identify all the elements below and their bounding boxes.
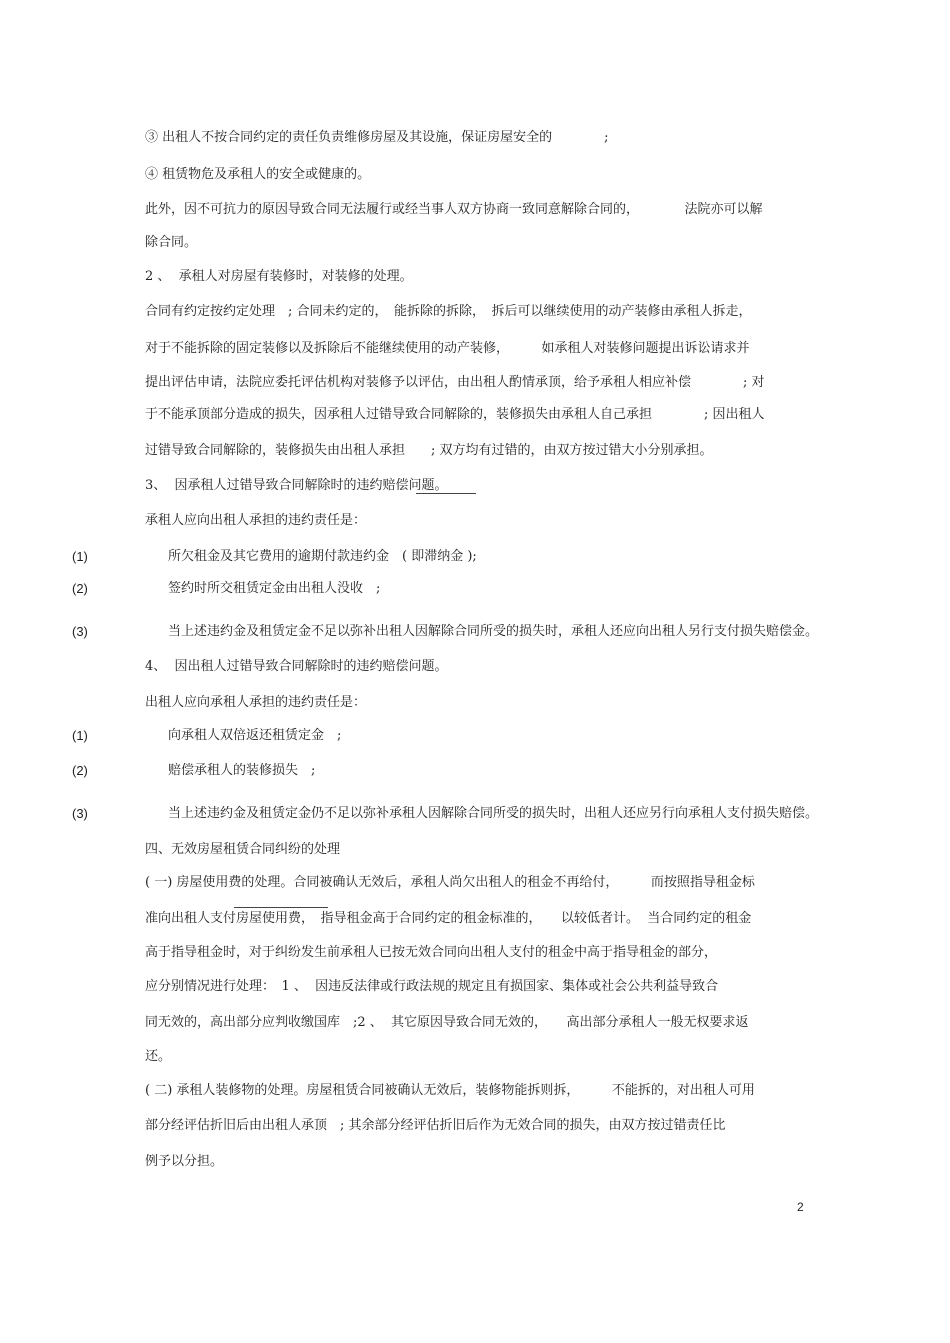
list-number: (3) <box>72 624 88 639</box>
paragraph-line: ( 二) 承租人装修物的处理。房屋租赁合同被确认无效后，装修物能拆则拆， 不能拆的，对出租人可用 <box>145 1083 755 1098</box>
paragraph-line: 高于指导租金时，对于纠纷发生前承租人已按无效合同向出租人支付的租金中高于指导租金的部分， <box>145 945 718 960</box>
paragraph-line: 对于不能拆除的固定装修以及拆除后不能继续使用的动产装修， 如承租人对装修问题提出诉讼请求并 <box>145 341 750 356</box>
list-number: (1) <box>72 549 88 564</box>
paragraph-line: 于不能承顶部分造成的损失，因承租人过错导致合同解除的，装修损失由承租人自己承担 ; 因出租人 <box>145 407 765 422</box>
paragraph-line: 过错导致合同解除的，装修损失由出租人承担 ; 双方均有过错的，由双方按过错大小分别承担。 <box>145 443 713 458</box>
section-heading: 2 、 承租人对房屋有装修时，对装修的处理。 <box>145 269 413 284</box>
paragraph-line: ④ 租赁物危及承租人的安全或健康的。 <box>145 167 371 182</box>
section-heading: 四、无效房屋租赁合同纠纷的处理 <box>145 842 341 857</box>
paragraph-line: 还。 <box>145 1049 172 1064</box>
paragraph-line: 合同有约定按约定处理 ; 合同未约定的， 能拆除的拆除， 拆后可以继续使用的动产装修由承租人拆走， <box>145 304 752 319</box>
underline-rule <box>416 493 476 494</box>
list-item: 签约时所交租赁定金由出租人没收 ; <box>168 581 381 596</box>
section-heading: 3、 因承租人过错导致合同解除时的违约赔偿问题。 <box>145 478 448 493</box>
paragraph-line: ( 一) 房屋使用费的处理。合同被确认无效后，承租人尚欠出租人的租金不再给付， 而按照指导租金标 <box>145 875 755 890</box>
paragraph-line: 此外，因不可抗力的原因导致合同无法履行或经当事人双方协商一致同意解除合同的， 法院亦可以解 <box>145 202 763 217</box>
paragraph-line: ③ 出租人不按合同约定的责任负责维修房屋及其设施，保证房屋安全的 ; <box>145 130 609 145</box>
list-number: (2) <box>72 763 88 778</box>
paragraph-line: 除合同。 <box>145 235 198 250</box>
list-item: 所欠租金及其它费用的逾期付款违约金 ( 即滞纳金 ); <box>168 549 477 564</box>
list-item: 向承租人双倍返还租赁定金 ; <box>168 728 342 743</box>
paragraph-line: 应分别情况进行处理： 1 、 因违反法律或行政法规的规定且有损国家、集体或社会公共利益导致合 <box>145 979 719 994</box>
list-item: 当上述违约金及租赁定金仍不足以弥补承租人因解除合同所受的损失时，出租人还应另行向承租人支付损失赔偿。 <box>168 806 819 821</box>
list-item: 当上述违约金及租赁定金不足以弥补出租人因解除合同所受的损失时，承租人还应向出租人另行支付损失赔偿金。 <box>168 624 819 639</box>
section-heading: 4、 因出租人过错导致合同解除时的违约赔偿问题。 <box>145 659 448 674</box>
paragraph-line: 部分经评估折旧后由出租人承顶 ; 其余部分经评估折旧后作为无效合同的损失，由双方按过错责任比 <box>145 1118 726 1133</box>
underline-rule <box>234 907 328 908</box>
list-number: (2) <box>72 581 88 596</box>
paragraph-line: 例予以分担。 <box>145 1154 224 1169</box>
list-item: 赔偿承租人的装修损失 ; <box>168 763 316 778</box>
paragraph-line: 提出评估申请，法院应委托评估机构对装修予以评估，由出租人酌情承顶，给予承租人相应补偿 ; 对 <box>145 375 765 390</box>
list-number: (3) <box>72 806 88 821</box>
paragraph-line: 承租人应向出租人承担的违约责任是： <box>145 513 367 528</box>
paragraph-line: 准向出租人支付房屋使用费， 指导租金高于合同约定的租金标准的， 以较低者计。 当合同约定的租金 <box>145 911 752 926</box>
list-number: (1) <box>72 728 88 743</box>
page-number: 2 <box>797 1200 804 1214</box>
paragraph-line: 出租人应向承租人承担的违约责任是： <box>145 695 367 710</box>
paragraph-line: 同无效的，高出部分应判收缴国库 ;2 、 其它原因导致合同无效的， 高出部分承租人一般无权要求返 <box>145 1015 749 1030</box>
